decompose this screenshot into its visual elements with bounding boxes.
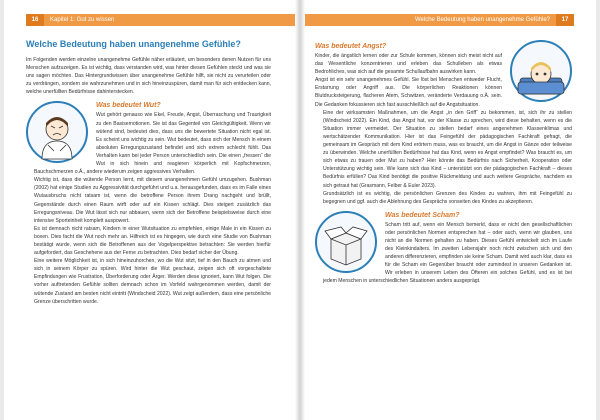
intro-paragraph: Im Folgenden werden einzelne unangenehme Gefühle näher erläutert, um besonders denen Nutzen für uns Menschen aufzuzeigen. Es ist wichtig, dass verstanden wird, was hinter diesen Gefühlen steckt und was sie uns sagen möchten. Das Hintergrundwissen über unangenehme Gefühle hilft, sie nicht zu verurteilen oder zu verdrängen, sondern sie wahrzunehmen und in sich hineinzuspüren, damit man für sich entdecken kann, welche unerfüllten Bedürfnisse dahinterstecken. [26,57,271,96]
angst-paragraph-2: Angst ist ein sehr unangenehmes Gefühl. Sie löst bei Menschen entweder Flucht, Erstarrung oder Angriff aus. Die körperlichen Reaktionen können Blutdrucksteigerung, flacheren Atem, Schwitzen, veränderte Verdauung o.Ä. sein. Die Gedanken fokussieren sich fast ausschließlich auf die Angstsituation. [315,77,502,108]
wut-paragraph-2: Wichtig ist, dass die wütende Person lernt, mit diesem unangenehmen Gefühl umzugehen. Bushman (2002) hat einige Studien zu Aggressivität durchgeführt und u.a. herausgefunden, dass es im Falle eines Wutausbruchs nicht ratsam ist, wenn die betroffene Person ihrem Drang nachgeht und brüllt, Gegenstände durch einen Raum wirft oder auf ein Kissen schlägt. Dies steigert zusätzlich das Erregungsniveau. Die Wut lässt sich nur abbauen, wenn sich der Betroffene beispielsweise durch eine intensive Sporteinheit komplett auspowert. [34,177,271,224]
section-heading: Welche Bedeutung haben unangenehme Gefühle? [26,39,241,49]
right-chapter-header [305,14,574,26]
left-page-content [26,38,271,306]
chapter-title: Welche Bedeutung haben unangenehme Gefühle? [415,17,550,23]
angst-paragraph-3: Eine der wirksamsten Maßnahmen, um die Angst „in den Griff“ zu bekommen, ist, sich ihr zu stellen (Windscheid 2022). Ein Kind, das Angst hat, vor der Klasse zu sprechen, wird diese behalten, wenn es die Situation immer vermeidet. Der Situation zu stellen bedarf eines angenehmen Klassenklimas und wertschätzender Kommunikation. Hier ist das Feingefühl der pädagogischen Fachkraft gefragt, die gemeinsam im Gespräch mit dem Kind erörtern muss, was es braucht, um die Angst in Gänze oder teilweise zu überwinden. Welche unerfüllten Bedürfnisse hat das Kind, wenn es Angst empfindet? Was braucht es, um sich etwas zu trauen oder Mut zu haben? Hier könnte das Bedürfnis nach Sicherheit, Kooperation oder Unterstützung wichtig sein. Wie kann sich das Kind – unterstützt von der pädagogischen Fachkraft – dieses Bedürfnis erfüllen? Das Kind benötigt die positive Rückmeldung und auch weitere Gespräche, nachdem es sich getraut hat (Grasmann, Felber & Euler 2023). [323,109,572,189]
hiding-box-icon [315,211,377,273]
scham-heading: Was bedeutet Scham? [385,211,460,219]
chapter-title: Kapitel 1: Gut zu wissen [50,17,115,23]
angst-heading: Was bedeutet Angst? [315,43,387,50]
wut-paragraph-3: Es ist demnach nicht ratsam, Kindern in einer Wutsituation zu empfehlen, einige Male in ein Kissen zu boxen. Dies facht die Wut noch mehr an. Hilfreich ist es hingegen, wie durch eine Studie von Bushman bestätigt wurde, wenn sich die Betroffenen aus der Vogelperspektive betrachten: Sie werden hierfür aufgefordert, das Geschehene aus der Ferne zu betrachten. Dies bedarf sicher der Übung. [34,225,271,257]
right-page-content [315,38,572,286]
wut-paragraph-1: Wut gehört genauso wie Ekel, Freude, Angst, Überraschung und Traurigkeit zu den Basisemotionen. Sie ist das Gegenteil von Gleichgültigkeit. Wenn wir wütend sind, bedeutet dies, dass uns die bewertete Situation nicht egal ist. Es scheint uns wichtig zu sein. Wut bedeutet, dass sich der Mensch in einem absoluten Erregungszustand befindet und sich extrem schlecht fühlt. Das Verhalten kann bei jeder Person unterschiedlich sein. Die einen „fressen“ die Wut in sich hinein und reagieren körperlich mit Kopfschmerzen, Bauchschmerzen o.Ä., andere wiederum zeigen aggressives Verhalten. [34,112,271,176]
wut-paragraph-4: Eine weitere Möglichkeit ist, in sich hineinzuhorchen, wo die Wut sitzt, tief in den Bauch zu atmen und sich in seinem Körper zu spüren. Wird hinter die Wut geschaut, zeigen sich oft vorgeschaltete Empfindungen wie Frustration, Überforderung oder Ärger. Werden diese ignoriert, kann Wut folgen. Die vorher auftretenden Gefühle sollten demnach schon im Vorfeld wahrgenommen werden, damit der wütende Zustand am besten nicht eintritt (Windscheid 2022). Wut zeigt außerdem, dass eine persönliche Grenze überschritten wurde. [34,258,271,305]
angry-child-icon [26,101,88,163]
left-chapter-header [26,14,295,26]
scham-paragraph-1: Scham tritt auf, wenn ein Mensch bemerkt, dass er nicht den gesellschaftlichen oder persönlichen Normen entsprechen hat – oder auch, wenn wir glauben, uns nicht an die Normen gehalten zu haben. Dieses Gefühl entwickelt sich im Laufe des Kleinkindalters. Im zweiten Lebensjahr noch nicht zwischen sich und den anderen differenzieren, empfinden sie keine Scham. Damit wird auch klar, dass es für die Scham ein Gegenüber braucht oder zumindest in unseren Gedanken ist. Wir erleben in unserem Leben des Öfteren ein solches Gefühl, und es ist bei jedem Menschen in unterschiedlichen Situationen anders ausgeprägt. [323,221,572,285]
angst-paragraph-4: Grundsätzlich ist es wichtig, die persönlichen Grenzen des Kindes zu wahren, ihm mit Feingefühl zu begegnen und ggf. auch die Ablehnung des Gesprächs vonseiten des Kindes zu akzeptieren. [323,190,572,205]
book-gutter [295,0,305,420]
page-number: 17 [556,14,574,26]
wut-heading: Was bedeutet Wut? [96,102,161,110]
frightened-child-icon [510,40,572,102]
angst-paragraph-1: Kinder, die ängstlich lernen oder zur Schule kommen, können sich meist nicht auf das Wesentliche konzentrieren und erleben das Schulleben als etwas Bedrohliches, was sich auf die gesamte Schullaufbahn auswirken kann. [315,53,502,76]
left-page [4,0,295,420]
right-page [305,0,596,420]
page-number: 16 [26,14,44,26]
